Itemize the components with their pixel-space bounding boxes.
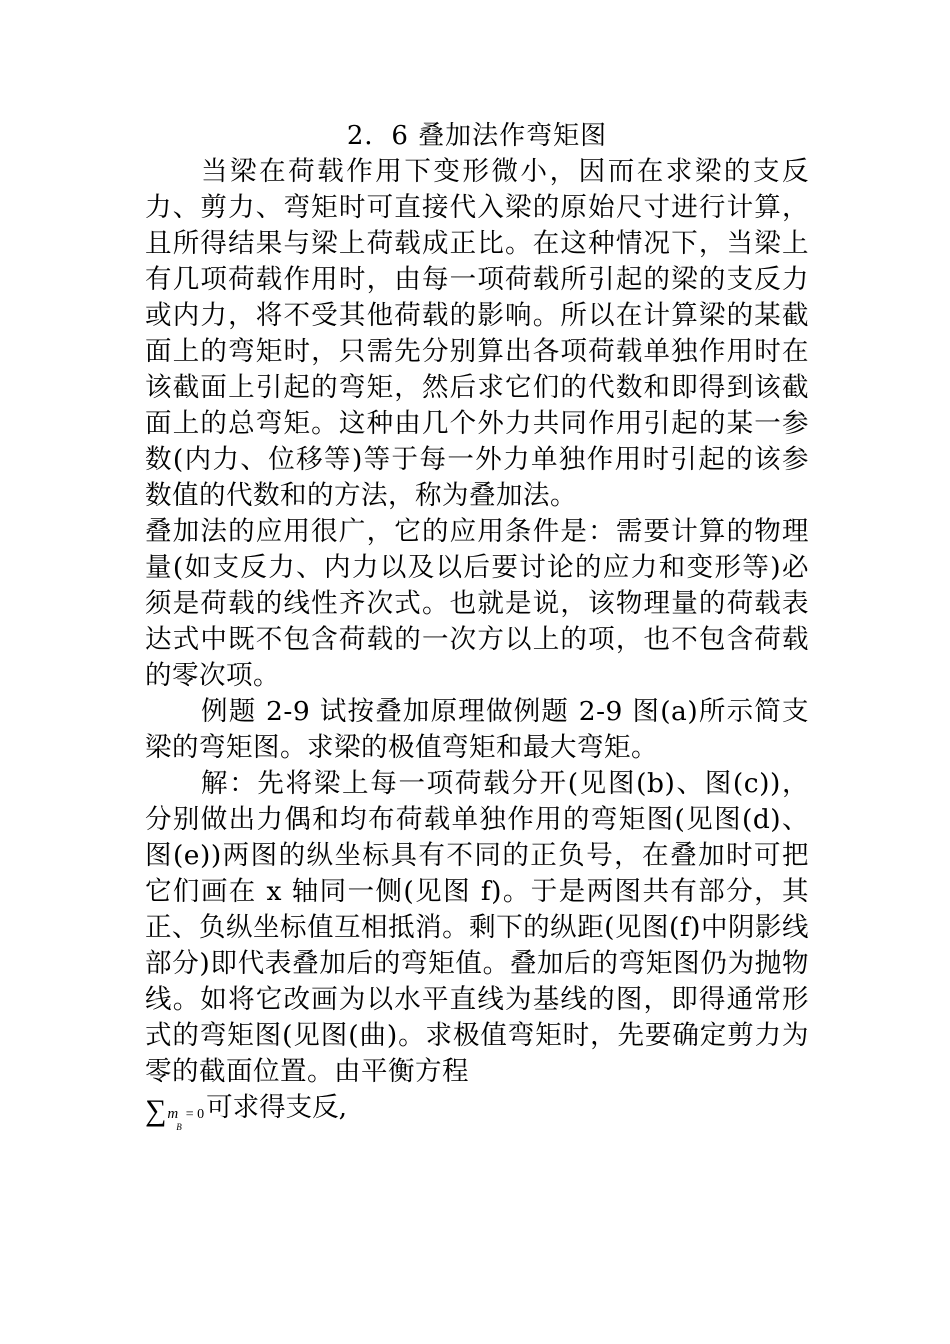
formula-subscript: B — [176, 1122, 182, 1132]
paragraph-intro: 当梁在荷载作用下变形微小，因而在求梁的支反力、剪力、弯矩时可直接代入梁的原始尺寸进行计算，且所得结果与梁上荷载成正比。在这种情况下，当梁上有几项荷载作用时，由每一项荷载所引起的梁的支反力或内力，将不受其他荷载的影响。所以在计算梁的某截面上的弯矩时，只需先分别算出各项荷载单独作用时在该截面上引起的弯矩，然后求它们的代数和即得到该截面上的总弯矩。这种由几个外力共同作用引起的某一参数(内力、位移等)等于每一外力单独作用时引起的该参数值的代数和的方法，称为叠加法。 — [145, 156, 809, 511]
formula-line — [145, 1090, 809, 1132]
formula-tail-text: 可求得支反, — [206, 1092, 348, 1123]
moment-equilibrium-formula — [145, 1090, 205, 1132]
section-title: 2．6 叠加法作弯矩图 — [346, 121, 608, 151]
paragraph-solution: 解：先将梁上每一项荷载分开(见图(b)、图(c))，分别做出力偶和均布荷载单独作用的弯矩图(见图(d)、图(e))两图的纵坐标具有不同的正负号，在叠加时可把它们画在 x 轴同一侧(见图 f)。于是两图共有部分，其正、负纵坐标值互相抵消。剩下的纵距(见图(f)中阴影线部分)即代表叠加后的弯矩值。叠加后的弯矩图仍为抛物线。如将它改画为以水平直线为基线的图，即得通常形式的弯矩图(见图(曲)。求极值弯矩时，先要确定剪力为零的截面位置。由平衡方程 — [145, 768, 809, 1087]
formula-sigma: ∑ — [145, 1094, 167, 1127]
paragraph-example: 例题 2-9 试按叠加原理做例题 2-9 图(a)所示简支梁的弯矩图。求梁的极值弯矩和最大弯矩。 — [145, 696, 809, 763]
formula-variable: m — [167, 1106, 179, 1122]
document-page — [145, 118, 809, 1132]
formula-rhs: = 0 — [185, 1107, 205, 1122]
paragraph-conditions: 叠加法的应用很广，它的应用条件是：需要计算的物理量(如支反力、内力以及以后要讨论的应力和变形等)必须是荷载的线性齐次式。也就是说，该物理量的荷载表达式中既不包含荷载的一次方以上的项，也不包含荷载的零次项。 — [145, 516, 809, 691]
